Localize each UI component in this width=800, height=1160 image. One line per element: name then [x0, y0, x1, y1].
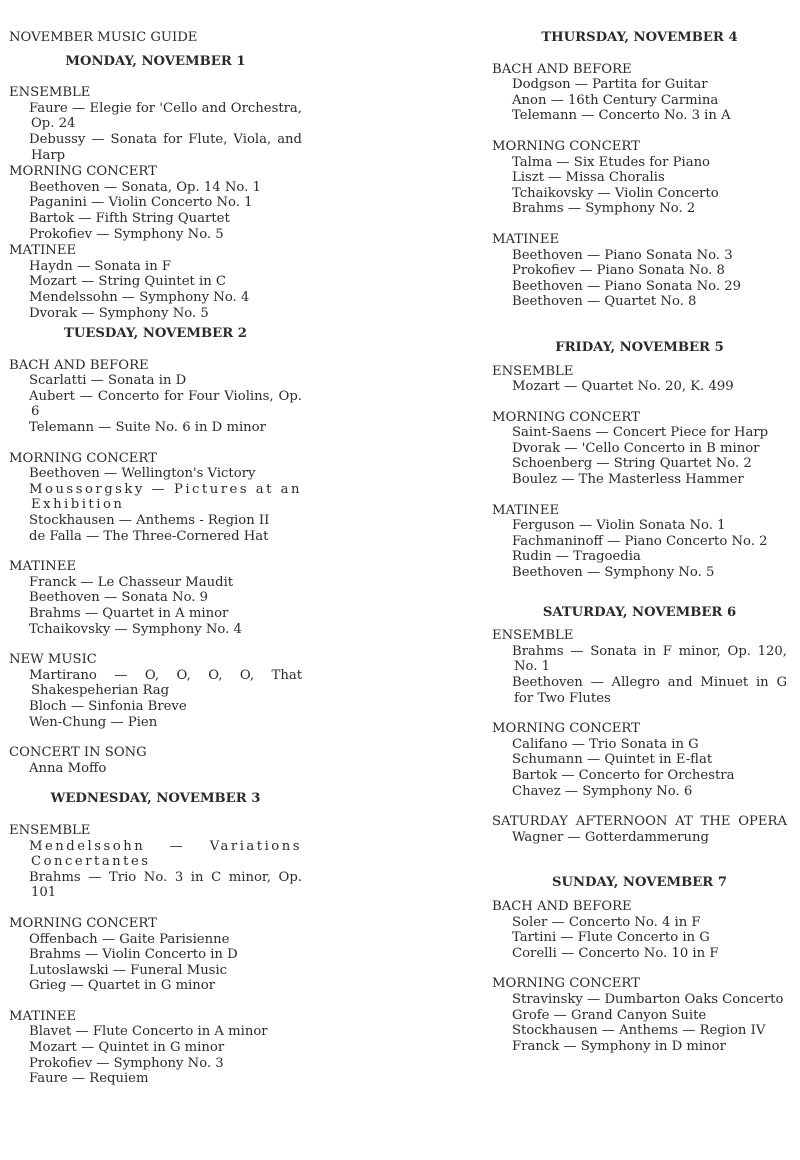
program-item: Scarlatti — Sonata in D — [29, 373, 187, 389]
day-monday — [9, 54, 302, 322]
program-item: Mozart — Quintet in G minor — [29, 1040, 225, 1056]
program-item: Dvorak — 'Cello Concerto in B minor — [512, 440, 760, 456]
program-item: Franck — Symphony in D minor — [512, 1038, 726, 1054]
program-item: Corelli — Concerto No. 10 in F — [512, 945, 719, 961]
section-morning-concert — [9, 451, 302, 545]
day-wednesday — [9, 791, 302, 1087]
program-item: Brahms — Symphony No. 2 — [512, 201, 696, 217]
section-title: ENSEMBLE — [492, 363, 574, 379]
section-matinee — [492, 503, 787, 581]
program-item: Bloch — Sinfonia Breve — [29, 698, 187, 714]
program-item: Aubert — Concerto for Four Violins, Op. 6 — [29, 388, 302, 420]
section-title: CONCERT IN SONG — [9, 745, 147, 761]
section-ensemble — [9, 823, 302, 901]
program-item: Soler — Concerto No. 4 in F — [512, 914, 701, 930]
program-item: Haydn — Sonata in F — [29, 258, 172, 274]
program-item: Mozart — String Quintet in C — [29, 274, 227, 290]
program-item: Faure — Elegie for 'Cello and Orchestra, Op. 24 — [29, 100, 302, 132]
program-item: Stockhausen — Anthems - Region II — [29, 513, 270, 529]
program-item: Prokofiev — Symphony No. 5 — [29, 226, 224, 242]
program-item: Mozart — Quartet No. 20, K. 499 — [512, 379, 734, 395]
section-ensemble — [492, 364, 787, 395]
program-item: Lutoslawski — Funeral Music — [29, 962, 228, 978]
program-item: Beethoven — Symphony No. 5 — [512, 565, 715, 581]
program-item: Beethoven — Quartet No. 8 — [512, 294, 697, 310]
day-sunday — [492, 875, 787, 1054]
section-title: MATINEE — [9, 243, 77, 259]
program-item: Tchaikovsky — Symphony No. 4 — [29, 621, 242, 637]
section-bach-and-before — [492, 899, 787, 961]
guide-title: NOVEMBER MUSIC GUIDE — [9, 30, 198, 45]
program-item: Schoenberg — String Quartet No. 2 — [512, 456, 752, 472]
day-tuesday — [9, 326, 302, 776]
program-item: Anon — 16th Century Carmina — [512, 92, 719, 108]
program-item: Tartini — Flute Concerto in G — [512, 930, 710, 946]
program-item: Blavet — Flute Concerto in A minor — [29, 1024, 268, 1040]
program-item: Fachmaninoff — Piano Concerto No. 2 — [512, 533, 768, 549]
section-title: MORNING CONCERT — [492, 976, 640, 992]
program-item: Ferguson — Violin Sonata No. 1 — [512, 518, 726, 534]
program-item: Brahms — Quartet in A minor — [29, 606, 229, 621]
section-title: BACH AND BEFORE — [9, 357, 149, 373]
section-bach-and-before — [492, 62, 787, 124]
program-item: Beethoven — Piano Sonata No. 3 — [512, 247, 733, 263]
day-heading: MONDAY, NOVEMBER 1 — [65, 53, 246, 69]
section-title: MORNING CONCERT — [492, 721, 640, 737]
program-item: Beethoven — Sonata, Op. 14 No. 1 — [29, 179, 261, 195]
section-title: MATINEE — [492, 502, 560, 518]
section-title: MORNING CONCERT — [492, 138, 640, 154]
program-item: Beethoven — Allegro and Minuet in G for Two Flutes — [512, 675, 787, 706]
day-friday — [492, 340, 787, 581]
program-item: Moussorgsky — Pictures at an Exhibition — [29, 481, 302, 513]
program-item: Dvorak — Symphony No. 5 — [29, 305, 209, 321]
day-thursday — [492, 30, 787, 310]
program-item: Liszt — Missa Choralis — [512, 170, 665, 186]
day-heading: THURSDAY, NOVEMBER 4 — [541, 30, 738, 45]
program-item: Schumann — Quintet in E-flat — [512, 752, 713, 768]
section-title: SATURDAY AFTERNOON AT THE OPERA — [492, 814, 787, 830]
program-item: Grieg — Quartet in G minor — [29, 978, 216, 994]
program-item: Grofe — Grand Canyon Suite — [512, 1007, 707, 1023]
section-title: MORNING CONCERT — [9, 164, 157, 180]
program-item: Franck — Le Chasseur Maudit — [29, 574, 234, 590]
section-matinee — [492, 232, 787, 310]
program-item: Dodgson — Partita for Guitar — [512, 77, 708, 93]
day-heading: FRIDAY, NOVEMBER 5 — [555, 339, 724, 355]
program-item: Beethoven — Sonata No. 9 — [29, 590, 209, 606]
section-title: ENSEMBLE — [492, 628, 574, 644]
section-morning-concert — [492, 139, 787, 217]
program-item: Bartok — Fifth String Quartet — [29, 210, 230, 226]
program-item: Tchaikovsky — Violin Concerto — [512, 185, 719, 201]
program-item: Debussy — Sonata for Flute, Viola, and Harp — [29, 131, 302, 163]
program-item: Anna Moffo — [29, 760, 107, 776]
program-item: Califano — Trio Sonata in G — [512, 736, 699, 752]
section-title: MATINEE — [9, 559, 77, 575]
day-saturday — [492, 605, 787, 846]
program-item: Prokofiev — Symphony No. 3 — [29, 1055, 224, 1071]
section-ensemble — [9, 85, 302, 163]
program-item: Martirano — O, O, O, O, That Shakespeherian Rag — [29, 667, 302, 699]
program-item: Wagner — Gotterdammerung — [512, 829, 709, 845]
section-title: ENSEMBLE — [9, 85, 91, 101]
program-item: Prokofiev — Piano Sonata No. 8 — [512, 263, 725, 279]
section-title: MATINEE — [492, 231, 560, 247]
program-item: Brahms — Trio No. 3 in C minor, Op. 101 — [29, 869, 302, 901]
program-item: Paganini — Violin Concerto No. 1 — [29, 195, 253, 211]
program-item: Bartok — Concerto for Orchestra — [512, 767, 735, 783]
section-bach-and-before — [9, 358, 302, 436]
program-item: Faure — Requiem — [29, 1071, 149, 1087]
day-heading: TUESDAY, NOVEMBER 2 — [64, 326, 247, 342]
day-heading: WEDNESDAY, NOVEMBER 3 — [50, 791, 261, 807]
section-matinee — [9, 243, 302, 321]
program-item: Beethoven — Wellington's Victory — [29, 466, 256, 482]
section-new-music — [9, 652, 302, 730]
section-saturday-afternoon-opera — [492, 814, 787, 845]
program-item: Talma — Six Etudes for Piano — [512, 154, 710, 170]
section-title: MATINEE — [9, 1008, 77, 1024]
program-item: Stockhausen — Anthems — Region IV — [512, 1023, 766, 1039]
section-matinee — [9, 559, 302, 637]
program-item: Brahms — Sonata in F minor, Op. 120, No. 1 — [512, 643, 787, 675]
program-item: Mendelssohn — Symphony No. 4 — [29, 289, 250, 305]
program-item: Chavez — Symphony No. 6 — [512, 783, 693, 799]
program-item: Telemann — Concerto No. 3 in A — [512, 108, 731, 124]
section-title: NEW MUSIC — [9, 652, 97, 668]
section-ensemble — [492, 628, 787, 706]
right-column — [492, 30, 787, 1054]
program-item: Stravinsky — Dumbarton Oaks Concerto — [512, 991, 784, 1007]
section-morning-concert — [492, 721, 787, 799]
program-item: Offenbach — Gaite Parisienne — [29, 931, 230, 947]
section-title: ENSEMBLE — [9, 822, 91, 838]
section-morning-concert — [9, 164, 302, 242]
program-item: Rudin — Tragoedia — [512, 549, 641, 565]
section-title: MORNING CONCERT — [9, 915, 157, 931]
section-title: BACH AND BEFORE — [492, 898, 632, 914]
program-item: Wen-Chung — Pien — [29, 714, 158, 730]
section-title: MORNING CONCERT — [9, 450, 157, 466]
program-item: Brahms — Violin Concerto in D — [29, 947, 238, 963]
section-morning-concert — [492, 410, 787, 488]
section-title: MORNING CONCERT — [492, 409, 640, 425]
day-heading: SUNDAY, NOVEMBER 7 — [551, 875, 728, 891]
day-heading: SATURDAY, NOVEMBER 6 — [542, 604, 737, 620]
section-title: BACH AND BEFORE — [492, 61, 632, 77]
section-concert-in-song — [9, 745, 302, 776]
program-item: Telemann — Suite No. 6 in D minor — [29, 420, 266, 436]
program-item: Saint-Saens — Concert Piece for Harp — [512, 425, 769, 441]
program-item: Beethoven — Piano Sonata No. 29 — [512, 278, 742, 294]
section-morning-concert — [9, 916, 302, 994]
section-morning-concert — [492, 976, 787, 1054]
left-column — [9, 30, 302, 1087]
program-item: Mendelssohn — Variations Concertantes — [29, 838, 302, 870]
program-item: de Falla — The Three-Cornered Hat — [29, 528, 269, 544]
section-matinee — [9, 1009, 302, 1087]
program-item: Boulez — The Masterless Hammer — [512, 472, 744, 488]
